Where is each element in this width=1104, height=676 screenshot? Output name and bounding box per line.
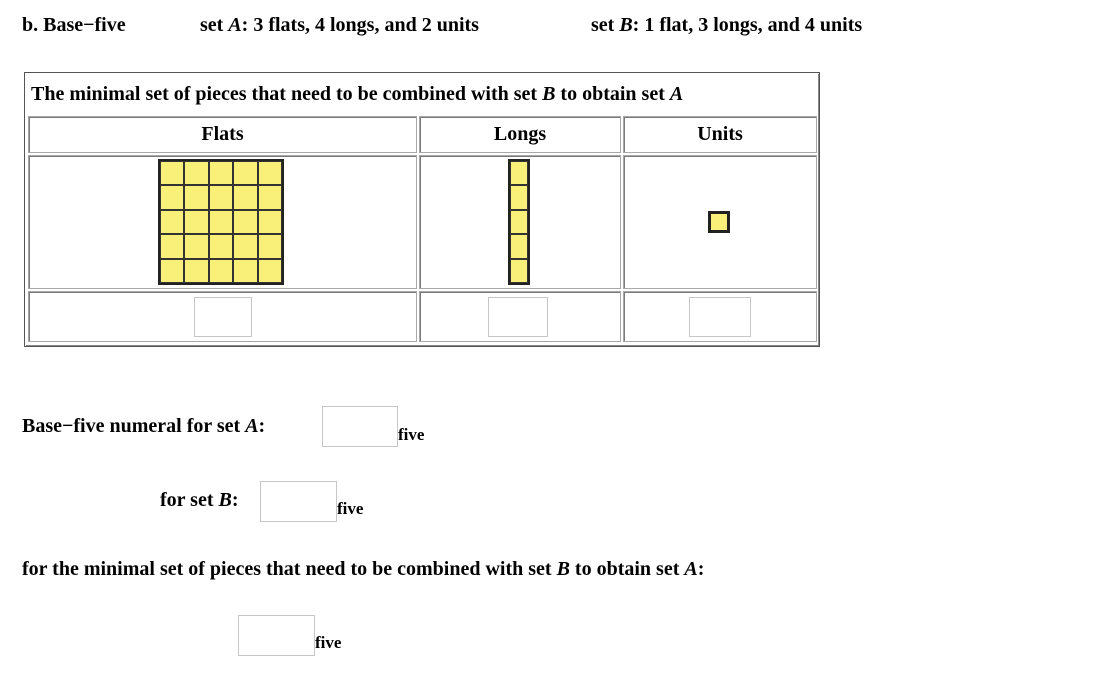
units-piece-cell <box>623 155 817 289</box>
longs-piece-cell <box>419 155 621 289</box>
unit-piece-icon <box>708 211 730 233</box>
part-label: b. Base−five <box>22 14 126 36</box>
set-a-numeral-name: A <box>245 415 259 437</box>
set-a-colon: : <box>258 415 266 437</box>
set-b-numeral-input[interactable] <box>260 481 337 522</box>
set-a-name: A <box>228 14 242 36</box>
minimal-set-base-subscript: five <box>315 633 342 652</box>
set-b-colon: : <box>231 489 239 511</box>
minimal-pieces-table <box>24 72 820 347</box>
minimal-set-middle: to obtain set <box>569 558 685 580</box>
column-header-flats: Flats <box>28 116 417 153</box>
set-a-contents: : 3 flats, 4 longs, and 2 units <box>241 14 479 36</box>
set-b-name: B <box>619 14 633 36</box>
set-b-contents: : 1 flat, 3 longs, and 4 units <box>632 14 863 36</box>
long-piece-icon <box>508 159 530 285</box>
set-a-prefix: set <box>200 14 229 36</box>
flat-piece-icon <box>158 159 284 285</box>
minimal-set-a-name: A <box>684 558 698 580</box>
set-a-base-subscript: five <box>398 425 425 444</box>
minimal-set-numeral-label <box>22 558 704 581</box>
set-a-description <box>200 14 479 37</box>
minimal-set-numeral-input[interactable] <box>238 615 315 656</box>
minimal-set-prefix: for the minimal set of pieces that need to be combined with set <box>22 558 557 580</box>
set-b-numeral-name: B <box>218 489 232 511</box>
caption-set-a: A <box>669 83 684 105</box>
table-caption <box>31 83 683 106</box>
set-b-base-subscript: five <box>337 499 364 518</box>
longs-answer-cell <box>419 291 621 342</box>
minimal-set-colon: : <box>697 558 705 580</box>
set-b-numeral-label <box>160 489 239 512</box>
set-b-description <box>591 14 862 37</box>
column-header-units: Units <box>623 116 817 153</box>
set-a-numeral-label <box>22 415 265 438</box>
minimal-set-b-name: B <box>556 558 570 580</box>
flats-piece-cell <box>28 155 417 289</box>
units-answer-cell <box>623 291 817 342</box>
column-header-longs: Longs <box>419 116 621 153</box>
set-a-numeral-prefix: Base−five numeral for set <box>22 415 246 437</box>
set-b-numeral-prefix: for set <box>160 489 219 511</box>
units-answer-input[interactable] <box>689 297 751 337</box>
caption-prefix: The minimal set of pieces that need to be combined with set <box>31 83 543 105</box>
flats-answer-input[interactable] <box>194 297 252 337</box>
set-a-numeral-input[interactable] <box>322 406 398 447</box>
caption-middle: to obtain set <box>555 83 670 105</box>
caption-set-b: B <box>542 83 556 105</box>
set-b-prefix: set <box>591 14 620 36</box>
flats-answer-cell <box>28 291 417 342</box>
longs-answer-input[interactable] <box>488 297 548 337</box>
